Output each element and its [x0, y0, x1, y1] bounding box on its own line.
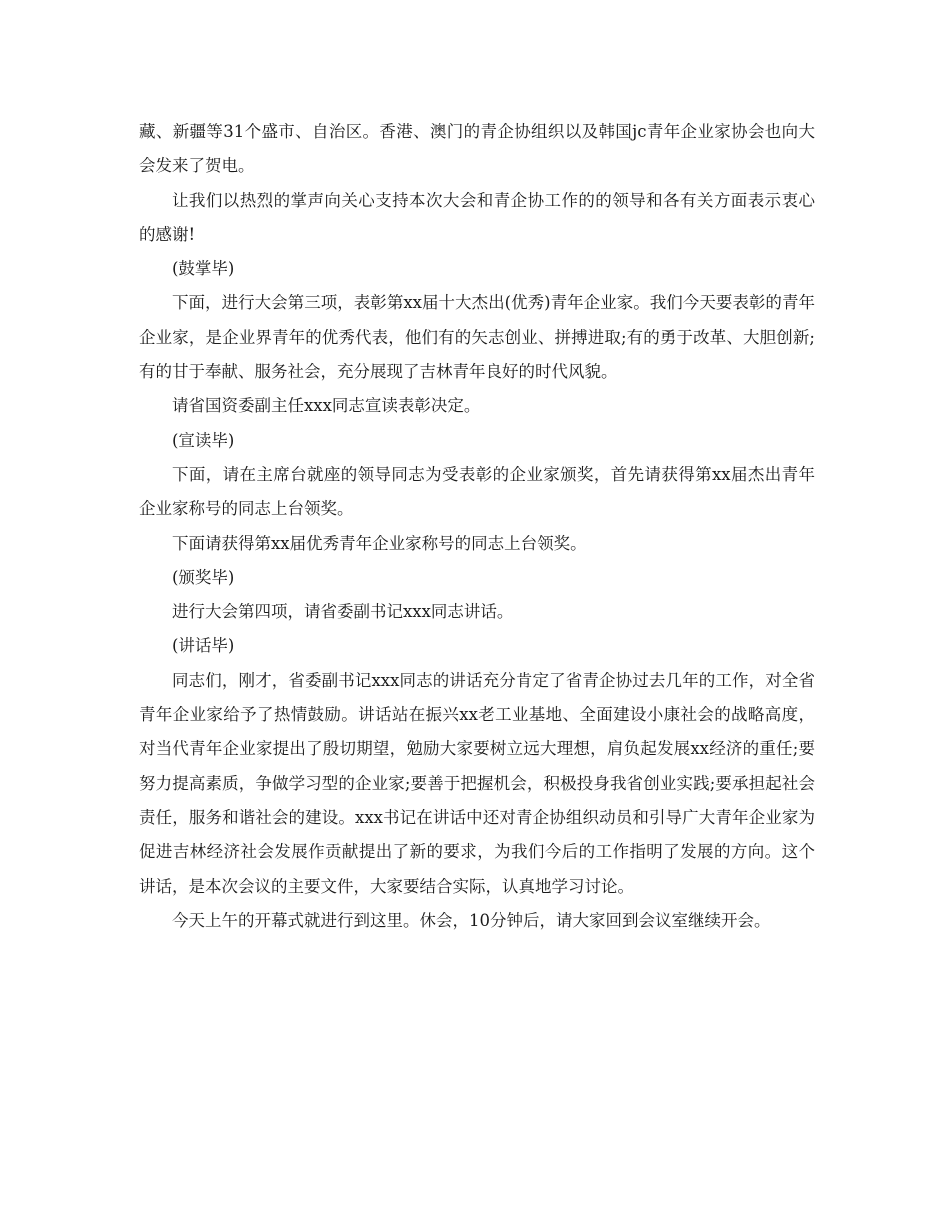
paragraph-3: (鼓掌毕) [172, 259, 235, 279]
paragraph-8: 下面请获得第xx届优秀青年企业家称号的同志上台领奖。 [172, 533, 587, 553]
paragraph-7: 下面，请在主席台就座的领导同志为受表彰的企业家颁奖，首先请获得第xx届杰出青年企业家称号的同志上台领奖。 [139, 464, 815, 519]
document-body [139, 115, 815, 938]
paragraph-12: 同志们，刚才，省委副书记xxx同志的讲话充分肯定了省青企协过去几年的工作，对全省青年企业家给予了热情鼓励。讲话站在振兴xx老工业基地、全面建设小康社会的战略高度，对当代青年企业家提出了殷切期望，勉励大家要树立远大理想，肩负起发展xx经济的重任;要努力提高素质，争做学习型的企业家;要善于把握机会，积极投身我省创业实践;要承担起社会责任，服务和谐社会的建设。xxx书记在讲话中还对青企协组织动员和引导广大青年企业家为促进吉林经济社会发展作贡献提出了新的要求，为我们今后的工作指明了发展的方向。这个讲话，是本次会议的主要文件，大家要结合实际，认真地学习讨论。 [139, 670, 815, 896]
paragraph-10: 进行大会第四项，请省委副书记xxx同志讲话。 [172, 602, 514, 622]
paragraph-6: (宣读毕) [172, 430, 235, 450]
paragraph-11: (讲话毕) [172, 636, 235, 656]
paragraph-9: (颁奖毕) [172, 567, 235, 587]
paragraph-2: 让我们以热烈的掌声向关心支持本次大会和青企协工作的的领导和各有关方面表示衷心的感谢! [139, 190, 815, 244]
paragraph-5: 请省国资委副主任xxx同志宣读表彰决定。 [172, 396, 481, 416]
paragraph-1: 藏、新疆等31个盛市、自治区。香港、澳门的青企协组织以及韩国jc青年企业家协会也向大会发来了贺电。 [139, 122, 815, 176]
paragraph-4: 下面，进行大会第三项，表彰第xx届十大杰出(优秀)青年企业家。我们今天要表彰的青年企业家，是企业界青年的优秀代表，他们有的矢志创业、拼搏进取;有的勇于改革、大胆创新;有的甘于奉献、服务社会，充分展现了吉林青年良好的时代风貌。 [139, 293, 815, 382]
paragraph-13: 今天上午的开幕式就进行到这里。休会，10分钟后，请大家回到会议室继续开会。 [172, 910, 771, 930]
